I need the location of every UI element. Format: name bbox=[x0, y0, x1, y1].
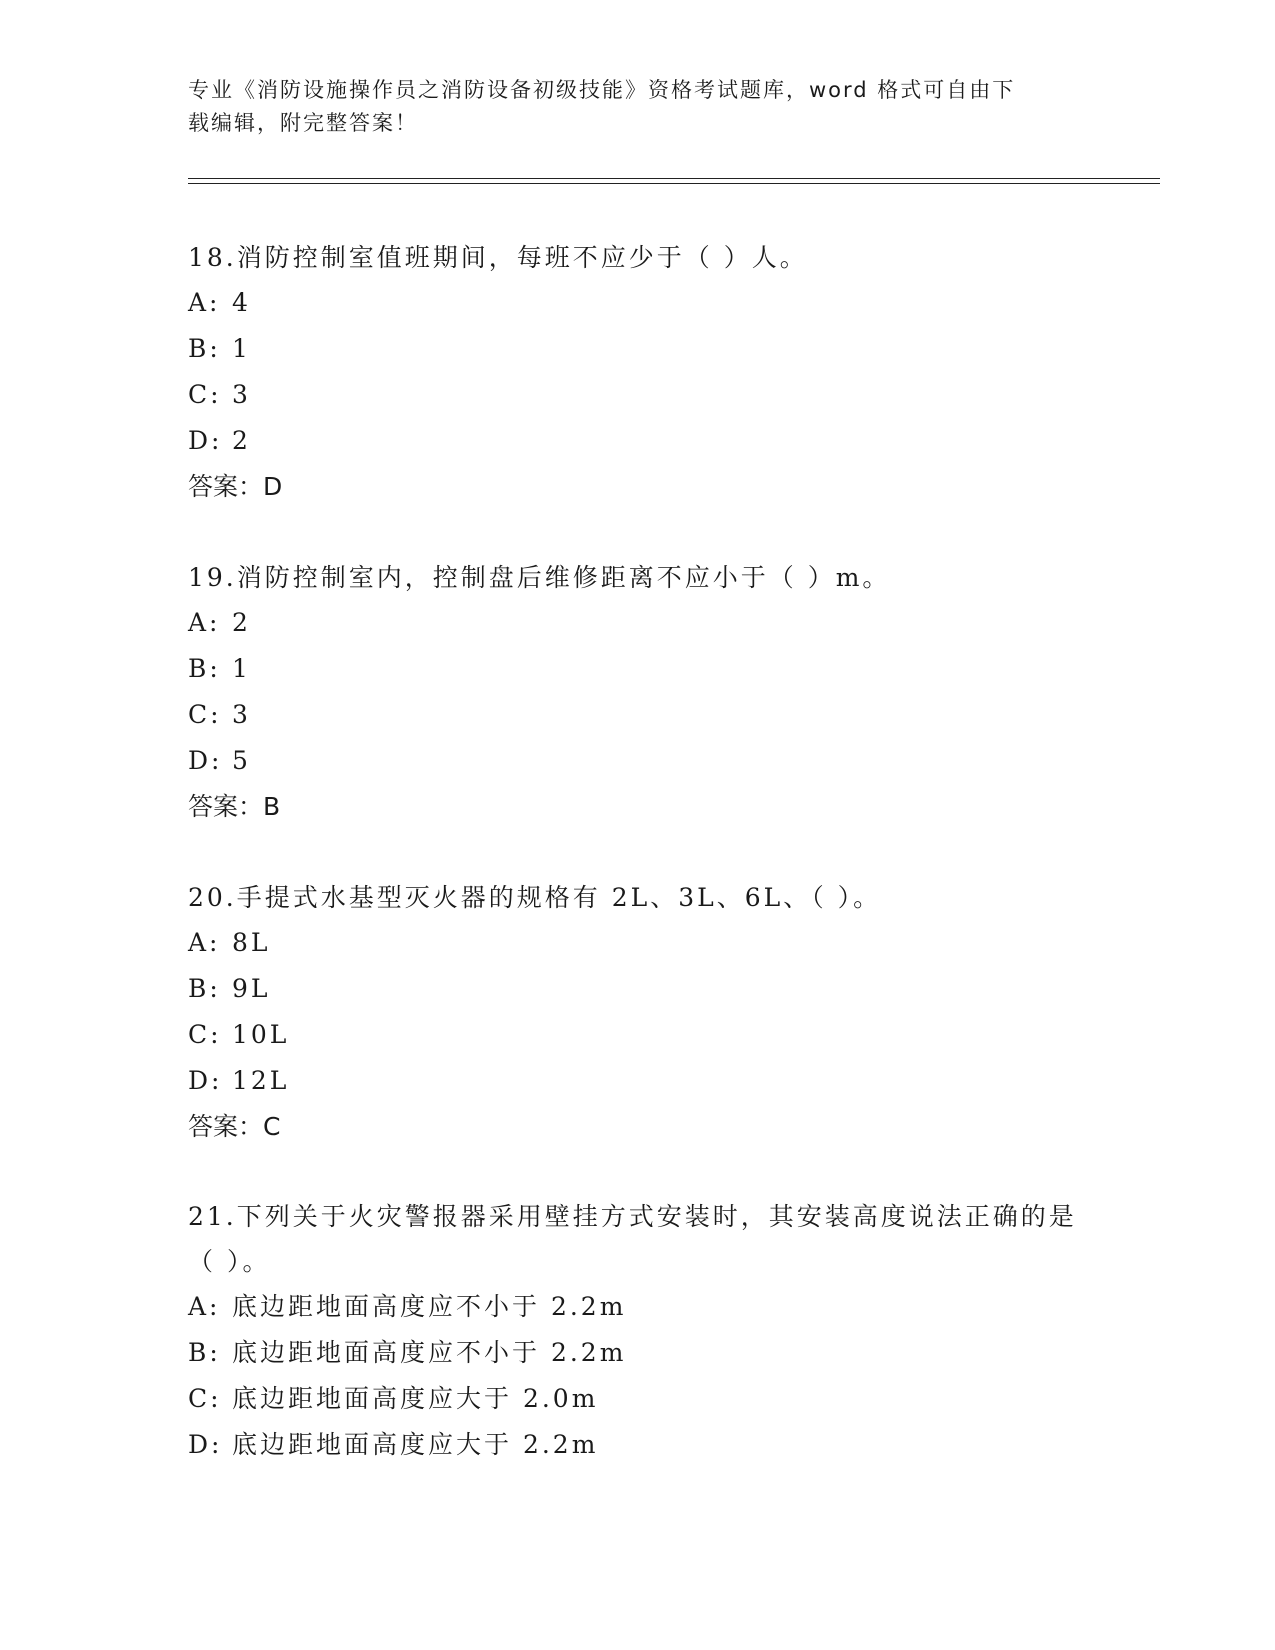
option-c bbox=[188, 692, 1088, 738]
option-c bbox=[188, 372, 1088, 418]
option-text: 9L bbox=[232, 974, 271, 1003]
option-text: 8L bbox=[232, 928, 271, 957]
option-text: 12L bbox=[232, 1066, 290, 1095]
header-divider-top bbox=[188, 178, 1160, 179]
option-letter: A: bbox=[188, 288, 221, 317]
question-20 bbox=[188, 875, 1088, 1150]
option-text: 10L bbox=[232, 1020, 290, 1049]
option-letter: A: bbox=[188, 928, 221, 957]
option-d bbox=[188, 418, 1088, 464]
option-letter: B: bbox=[188, 334, 221, 363]
option-a bbox=[188, 280, 1088, 326]
question-text: 20.手提式水基型灭火器的规格有 2L、3L、6L、（ ）。 bbox=[188, 883, 882, 912]
option-d bbox=[188, 738, 1088, 784]
option-a bbox=[188, 600, 1088, 646]
option-text: 4 bbox=[232, 288, 251, 317]
option-text: 2 bbox=[232, 608, 251, 637]
option-letter: B: bbox=[188, 1338, 221, 1367]
option-letter: C: bbox=[188, 380, 222, 409]
option-text: 底边距地面高度应不小于 2.2m bbox=[232, 1338, 627, 1367]
option-b bbox=[188, 966, 1088, 1012]
question-text: 18.消防控制室值班期间，每班不应少于（ ）人。 bbox=[188, 243, 808, 272]
option-letter: C: bbox=[188, 700, 222, 729]
option-text: 3 bbox=[232, 380, 251, 409]
question-18 bbox=[188, 235, 1088, 510]
option-letter: D: bbox=[188, 1066, 223, 1095]
option-letter: C: bbox=[188, 1020, 222, 1049]
document-header bbox=[188, 74, 1088, 140]
option-letter: D: bbox=[188, 1430, 223, 1459]
option-letter: D: bbox=[188, 426, 223, 455]
question-21 bbox=[188, 1194, 1088, 1468]
answer: 答案：D bbox=[188, 472, 283, 501]
option-text: 1 bbox=[232, 334, 251, 363]
option-a bbox=[188, 920, 1088, 966]
option-d bbox=[188, 1422, 1088, 1468]
option-text: 1 bbox=[232, 654, 251, 683]
option-letter: D: bbox=[188, 746, 223, 775]
option-letter: A: bbox=[188, 1292, 221, 1321]
option-b bbox=[188, 326, 1088, 372]
header-line-1: 专业《消防设施操作员之消防设备初级技能》资格考试题库，word 格式可自由下 bbox=[188, 78, 1016, 102]
option-letter: B: bbox=[188, 974, 221, 1003]
question-text: 21.下列关于火灾警报器采用壁挂方式安装时，其安装高度说法正确的是（ ）。 bbox=[188, 1202, 1077, 1276]
option-letter: A: bbox=[188, 608, 221, 637]
header-divider-bottom bbox=[188, 183, 1160, 184]
option-text: 2 bbox=[232, 426, 251, 455]
option-b bbox=[188, 646, 1088, 692]
option-b bbox=[188, 1330, 1088, 1376]
option-c bbox=[188, 1376, 1088, 1422]
answer: 答案：C bbox=[188, 1112, 281, 1141]
option-letter: B: bbox=[188, 654, 221, 683]
option-text: 底边距地面高度应不小于 2.2m bbox=[232, 1292, 627, 1321]
answer: 答案：B bbox=[188, 792, 281, 821]
header-line-2: 载编辑，附完整答案！ bbox=[188, 111, 418, 135]
option-text: 5 bbox=[232, 746, 251, 775]
option-text: 3 bbox=[232, 700, 251, 729]
option-text: 底边距地面高度应大于 2.0m bbox=[232, 1384, 599, 1413]
option-text: 底边距地面高度应大于 2.2m bbox=[232, 1430, 599, 1459]
question-text: 19.消防控制室内，控制盘后维修距离不应小于（ ）m。 bbox=[188, 563, 891, 592]
option-c bbox=[188, 1012, 1088, 1058]
option-d bbox=[188, 1058, 1088, 1104]
option-letter: C: bbox=[188, 1384, 222, 1413]
option-a bbox=[188, 1284, 1088, 1330]
question-19 bbox=[188, 555, 1088, 830]
